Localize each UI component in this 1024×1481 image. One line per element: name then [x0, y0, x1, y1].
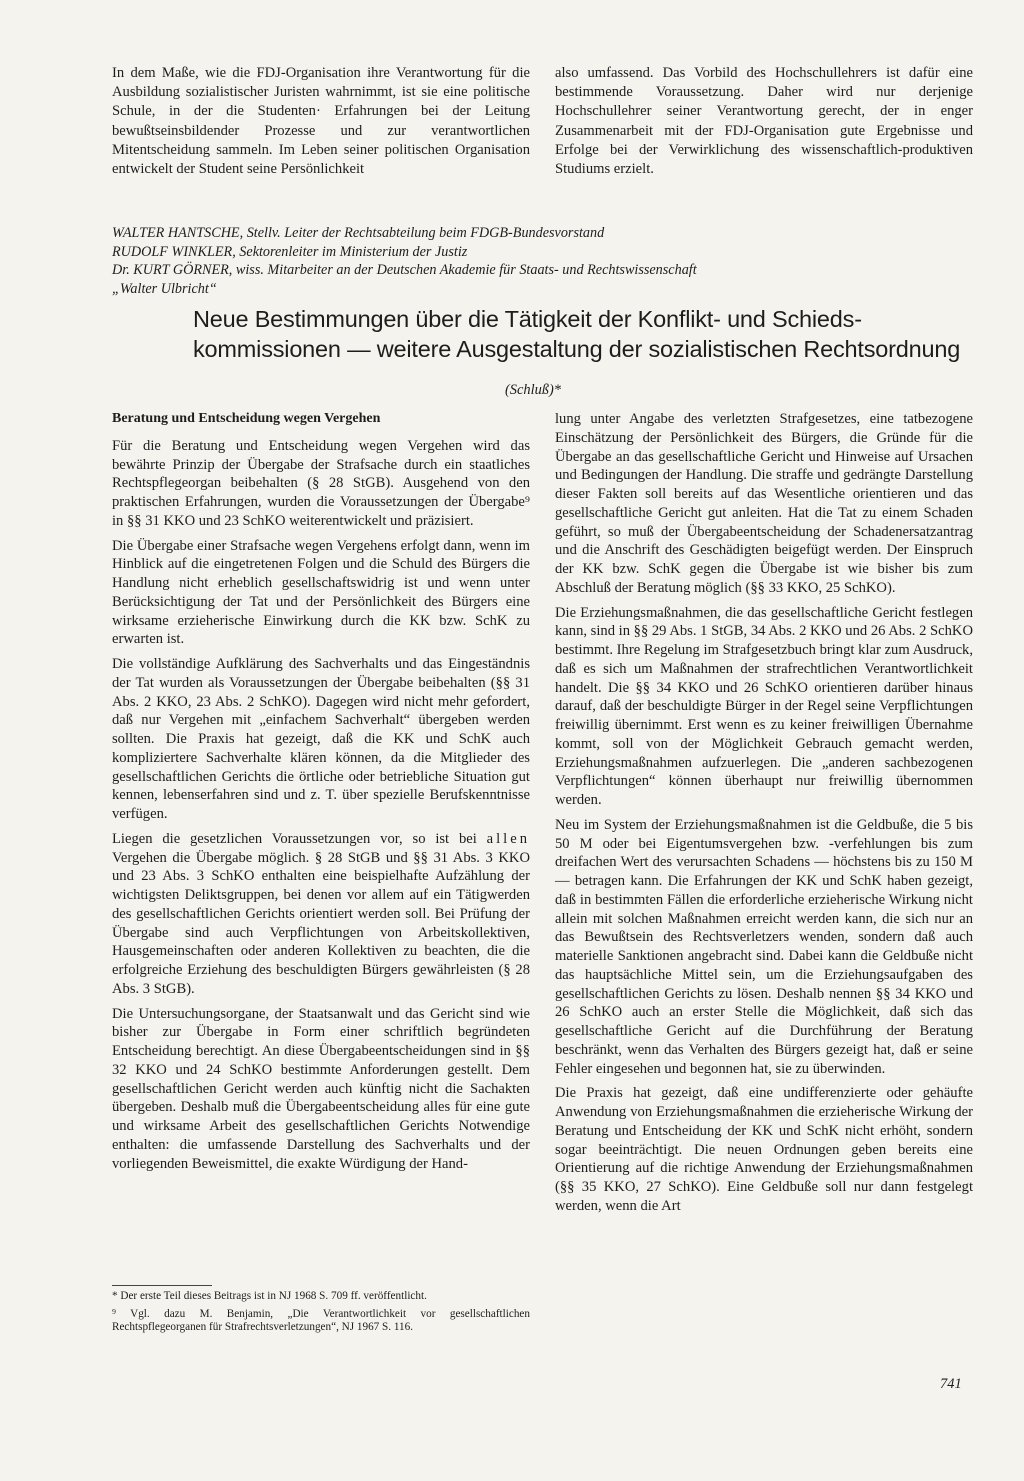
- paragraph: Die Erziehungsmaßnahmen, die das gesellschaftliche Gericht festlegen kann, sind in §§ 29 Abs. 1 StGB, 34 Abs. 2 KKO und 26 Abs. 2 SchKO bestimmt. Ihre Regelung im Strafgesetzbuch bringt klar zum Ausdruck, daß es sich um Maßnahmen der strafrechtlichen Verantwortlichkeit handelt. Die §§ 34 KKO und 26 SchKO orientieren darüber hinaus darauf, daß der beschuldigte Bürger in der Regel seine Verpflichtungen freiwillig übernimmt. Erst wenn es zu keiner freiwilligen Übernahme kommt, soll von der Möglichkeit Gebrauch gemacht werden, Erziehungsmaßnahmen aufzuerlegen. Die „anderen sachbezogenen Verpflichtungen“ können überhaupt nur freiwillig übernommen werden.: [555, 604, 973, 808]
- conclusion-marker: (Schluß)*: [505, 382, 561, 398]
- author-line: [112, 243, 972, 262]
- main-right-column: [555, 410, 973, 1222]
- paragraph: Neu im System der Erziehungsmaßnahmen ist die Geldbuße, die 5 bis 50 M oder bei Eigentumsvergehen bzw. -verfehlungen bis zum dreifachen Wert des verursachten Schadens — höchstens bis zu 150 M — betragen kann. Die Erfahrungen der KK und SchK haben gezeigt, daß in bestimmten Fällen die erforderliche erzieherische Wirkung nicht allein mit solchen Maßnahmen erreicht werden kann, die sich nur an das Bewußtsein des Rechtsverletzers wenden, sondern daß auch materielle Sanktionen angebracht sind. Dabei kann die Geldbuße nicht das hauptsächliche Mittel sein, um die Erziehungsaufgaben des gesellschaftlichen Gerichts zu lösen. Deshalb nennen §§ 34 KKO und 26 SchKO auch an erster Stelle die Möglichkeit, daß sich das gesellschaftliche Gericht auf die Durchführung der Beratung beschränkt, wenn das Verhalten des Bürgers gezeigt hat, daß er seine Fehler eingesehen und begonnen hat, sie zu überwinden.: [555, 816, 973, 1077]
- page-number: 741: [940, 1376, 962, 1392]
- paragraph: Die Untersuchungsorgane, der Staatsanwalt und das Gericht sind wie bisher zur Übergabe in Form einer schriftlich begründeten Entscheidung berechtigt. An diese Übergabeentscheidungen sind in §§ 32 KKO und 24 SchKO bestimmte Anforderungen gestellt. Dem gesellschaftlichen Gericht werden auch künftig nicht die Sachakten übergeben. Deshalb muß die Übergabeentscheidung alles für eine gute und wirksame Arbeit des gesellschaftlichen Gerichts Notwendige enthalten: die umfassende Darstellung des Sachverhalts und der vorliegenden Beweismittel, die exakte Würdigung der Hand-: [112, 1005, 530, 1172]
- title-line: Neue Bestimmungen über die Tätigkeit der Konflikt- und Schieds-: [193, 306, 862, 332]
- main-left-column: [112, 410, 530, 1179]
- footnotes: [112, 1285, 530, 1339]
- author-line: [112, 280, 972, 299]
- footnote: * Der erste Teil dieses Beitrags ist in NJ 1968 S. 709 ff. veröffentlicht.: [112, 1290, 427, 1302]
- footnote-divider: [112, 1285, 212, 1286]
- title-line: kommissionen — weitere Ausgestaltung der sozialistischen Rechtsordnung: [193, 336, 961, 362]
- emphasis-spaced: allen: [486, 830, 530, 847]
- article-title: [193, 304, 983, 364]
- paragraph: also umfassend. Das Vorbild des Hochschullehrers ist dafür eine bestimmende Voraussetzung. Daher wird nur derjenige Hochschullehrer seiner Verantwortung gerecht, der in enger Zusammenarbeit mit der FDJ-Organisation gute Ergebnisse und Erfolge bei der Verwirklichung des wissenschaftlich-produktiven Studiums erzielt.: [555, 65, 973, 178]
- text-run: Vergehen die Übergabe möglich. § 28 StGB und §§ 31 Abs. 3 KKO und 23 Abs. 3 SchKO enthalten eine beispielhafte Aufzählung der wichtigsten Deliktsgruppen, bei denen vor allem auf ein Tätigwerden des gesellschaftlichen Gerichts orientiert werden soll. Bei Prüfung der Übergabe sind auch Verpflichtungen von Arbeitskollektiven, Hausgemeinschaften oder anderen Kollektiven zu beachten, die die erfolgreiche Erziehung des beschuldigten Bürgers gewährleisten (§ 28 Abs. 3 StGB).: [112, 849, 530, 997]
- text-run: Liegen die gesetzlichen Voraussetzungen vor, so ist bei: [112, 830, 477, 847]
- author-line: [112, 261, 972, 280]
- paragraph: lung unter Angabe des verletzten Strafgesetzes, eine tatbezogene Einschätzung der Persönlichkeit des Bürgers, die Gründe für die Übergabe an das gesellschaftliche Gericht und Hinweise auf Ursachen und Bedingungen der Handlung. Die straffe und gedrängte Darstellung dieser Fakten soll bereits auf das Wesentliche orientieren und das gesellschaftliche Gericht gut anleiten. Hat die Tat zu einem Schaden geführt, so muß der Übergabeentscheidung der Schadenersatzantrag und die Anschrift des Geschädigten beigefügt werden. Der Einspruch der KK bzw. SchK gegen die Übergabe ist wie bisher bis zum Abschluß der Beratung möglich (§§ 33 KKO, 25 SchKO).: [555, 411, 973, 596]
- top-right-column: [555, 64, 973, 185]
- footnote: ⁹ Vgl. dazu M. Benjamin, „Die Verantwortlichkeit vor gesellschaftlichen Rechtspflegeorganen für Strafrechtsverletzungen“, NJ 1967 S. 116.: [112, 1307, 530, 1334]
- author-name: WALTER HANTSCHE,: [112, 225, 244, 241]
- author-line: [112, 224, 972, 243]
- paragraph: Die vollständige Aufklärung des Sachverhalts und das Eingeständnis der Tat wurden als Voraussetzungen der Übergabe beibehalten (§§ 31 Abs. 2 KKO, 23 Abs. 2 SchKO). Dagegen wird nicht mehr gefordert, daß nur Vergehen mit „einfachem Sachverhalt“ übergeben werden sollten. Die Praxis hat gezeigt, daß die KK und SchK auch kompliziertere Sachverhalte klären können, da die Mitglieder des gesellschaftlichen Gerichts die örtliche oder betriebliche Situation gut kennen, lebenserfahren sind und z. T. über spezielle Berufskenntnisse verfügen.: [112, 656, 530, 822]
- paragraph: Für die Beratung und Entscheidung wegen Vergehen wird das bewährte Prinzip der Übergabe der Strafsache durch ein staatliches Rechtspflegeorgan beibehalten (§ 28 StGB). Ausgehend von den praktischen Erfahrungen, wurden die Voraussetzungen der Übergabe⁹ in §§ 31 KKO und 23 SchKO weiterentwickelt und präzisiert.: [112, 437, 530, 529]
- paragraph: Die Übergabe einer Strafsache wegen Vergehens erfolgt dann, wenn im Hinblick auf die eingetretenen Folgen und die Schuld des Bürgers die Handlung nicht erheblich gesellschaftswidrig ist und wenn unter Berücksichtigung der Tat und der Persönlichkeit des Bürgers eine wirksame erzieherische Einwirkung durch die KK bzw. SchK zu erwarten ist.: [112, 537, 530, 648]
- section-heading: Beratung und Entscheidung wegen Vergehen: [112, 411, 381, 426]
- paragraph: Die Praxis hat gezeigt, daß eine undifferenzierte oder gehäufte Anwendung von Erziehungsmaßnahmen die erzieherische Wirkung der Beratung und Entscheidung der KK und SchK nicht erhöht, sondern sogar beeinträchtigt. Die neuen Ordnungen geben bereits eine Orientierung auf die richtige Anwendung der Erziehungsmaßnahmen (§§ 35 KKO, 27 SchKO). Eine Geldbuße soll nur dann festgelegt werden, wenn die Art: [555, 1085, 973, 1214]
- author-name: Dr. KURT GÖRNER,: [112, 262, 233, 279]
- author-list: [112, 224, 972, 298]
- top-left-column: [112, 64, 530, 185]
- author-name: RUDOLF WINKLER,: [112, 243, 236, 260]
- paragraph: In dem Maße, wie die FDJ-Organisation ihre Verantwortung für die Ausbildung sozialistischer Juristen wahrnimmt, ist sie eine politische Schule, in der die Studenten· Erfahrungen bei der Leitung bewußtseinsbildender Prozesse und zur verantwortlichen Mitentscheidung sammeln. Im Leben seiner politischen Organisation entwickelt der Student seine Persönlichkeit: [112, 65, 530, 178]
- paragraph: [112, 830, 530, 999]
- author-institution: „Walter Ulbricht“: [112, 280, 217, 297]
- author-role: wiss. Mitarbeiter an der Deutschen Akademie für Staats- und Rechtswissenschaft: [235, 262, 697, 279]
- author-role: Stellv. Leiter der Rechtsabteilung beim FDGB-Bundesvorstand: [246, 225, 605, 241]
- author-role: Sektorenleiter im Ministerium der Justiz: [239, 243, 468, 260]
